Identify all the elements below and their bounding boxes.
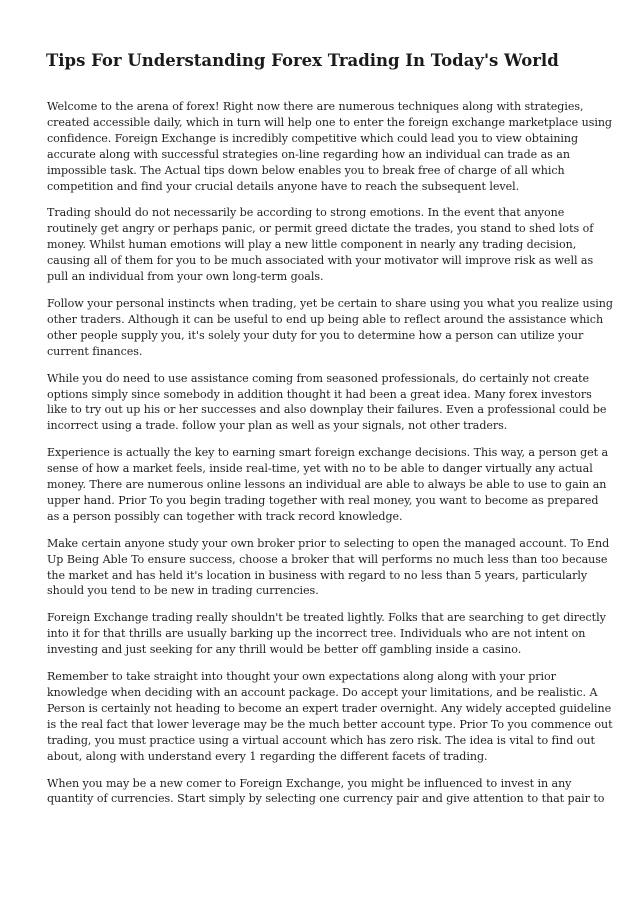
- paragraph-line: While you do need to use assistance coming from seasoned professionals, do certainly not create: [47, 371, 590, 385]
- document-body: [47, 99, 613, 818]
- body-paragraph: [47, 669, 613, 764]
- paragraph-line: confidence. Foreign Exchange is incredibly competitive which could lead you to view obtaining: [47, 131, 579, 145]
- body-paragraph: [47, 536, 610, 600]
- paragraph-line: competition and find your crucial details anyone have to reach the subsequent level.: [47, 179, 520, 193]
- paragraph-line: as a person possibly can together with track record knowledge.: [47, 509, 403, 523]
- paragraph-line: impossible task. The Actual tips down below enables you to break free of charge of all which: [47, 163, 565, 177]
- body-paragraph: [47, 610, 606, 658]
- paragraph-line: upper hand. Prior To you begin trading together with real money, you want to become as prepared: [47, 493, 599, 507]
- paragraph-line: Make certain anyone study your own broker prior to selecting to open the managed account. To End: [47, 536, 610, 550]
- paragraph-line: Foreign Exchange trading really shouldn't be treated lightly. Folks that are searching to get directly: [47, 611, 606, 625]
- paragraph-line: options simply since somebody in addition thought it had been a great idea. Many forex investors: [47, 387, 592, 401]
- body-paragraph: [47, 99, 612, 194]
- paragraph-line: Welcome to the arena of forex! Right now there are numerous techniques along with strategies,: [47, 100, 584, 113]
- paragraph-line: Trading should do not necessarily be according to strong emotions. In the event that anyone: [47, 206, 565, 220]
- paragraph-line: incorrect using a trade. follow your plan as well as your signals, not other traders.: [47, 419, 508, 433]
- paragraph-line: into it for that thrills are usually barking up the incorrect tree. Individuals who are not intent on: [47, 627, 586, 641]
- page-title: Tips For Understanding Forex Trading In Today's World: [46, 51, 559, 70]
- paragraph-line: When you may be a new comer to Foreign Exchange, you might be influenced to invest in any: [47, 776, 572, 790]
- paragraph-line: other people supply you, it's solely your duty for you to determine how a person can utilize your: [47, 328, 584, 342]
- paragraph-line: created accessible daily, which in turn will help one to enter the foreign exchange marketplace using: [47, 115, 612, 129]
- body-paragraph: [47, 776, 605, 808]
- paragraph-line: Follow your personal instincts when trading, yet be certain to share using you what you realize using: [47, 296, 613, 310]
- paragraph-line: like to try out up his or her successes and also downplay their failures. Even a professional could be: [47, 403, 607, 417]
- paragraph-line: is the real fact that lower leverage may be the much better account type. Prior To you commence out: [47, 717, 613, 731]
- paragraph-line: quantity of currencies. Start simply by selecting one currency pair and give attention to that pair to: [47, 792, 605, 806]
- paragraph-line: accurate along with successful strategies on-line regarding how an individual can trade as an: [47, 147, 570, 161]
- paragraph-line: should you tend to be new in trading currencies.: [47, 584, 319, 598]
- body-paragraph: [47, 205, 595, 285]
- paragraph-line: Experience is actually the key to earning smart foreign exchange decisions. This way, a person get a: [47, 446, 609, 460]
- body-paragraph: [47, 371, 607, 435]
- paragraph-line: current finances.: [47, 344, 143, 358]
- paragraph-line: Remember to take straight into thought your own expectations along along with your prior: [47, 670, 556, 684]
- paragraph-line: sense of how a market feels, inside real-time, yet with no to be able to danger virtually any actual: [47, 462, 593, 476]
- paragraph-line: pull an individual from your own long-term goals.: [47, 270, 324, 284]
- paragraph-line: routinely get angry or perhaps panic, or permit greed dictate the trades, you stand to shed lots of: [47, 222, 594, 236]
- paragraph-line: trading, you must practice using a virtual account which has zero risk. The idea is vital to find out: [47, 733, 595, 747]
- paragraph-line: money. Whilst human emotions will play a new little component in nearly any trading decision,: [47, 238, 577, 252]
- body-paragraph: [47, 445, 609, 525]
- body-paragraph: [47, 296, 613, 360]
- paragraph-line: other traders. Although it can be useful to end up being able to reflect around the assistance which: [47, 312, 604, 326]
- paragraph-line: the market and has held it's location in business with regard to no less than 5 years, particularly: [47, 568, 588, 582]
- paragraph-line: knowledge when deciding with an account package. Do accept your limitations, and be realistic. A: [47, 686, 598, 699]
- paragraph-line: investing and just seeking for any thrill would be better off gambling inside a casino.: [47, 643, 522, 657]
- paragraph-line: Up Being Able To ensure success, choose a broker that will performs no much less than too because: [47, 552, 608, 566]
- paragraph-line: Person is certainly not heading to become an expert trader overnight. Any widely accepted guideline: [47, 701, 612, 715]
- paragraph-line: causing all of them for you to be much associated with your motivator will improve risk as well as: [47, 254, 594, 268]
- paragraph-line: about, along with understand every 1 regarding the different facets of trading.: [47, 749, 488, 763]
- paragraph-line: money. There are numerous online lessons an individual are able to always be able to use to gain an: [47, 478, 607, 492]
